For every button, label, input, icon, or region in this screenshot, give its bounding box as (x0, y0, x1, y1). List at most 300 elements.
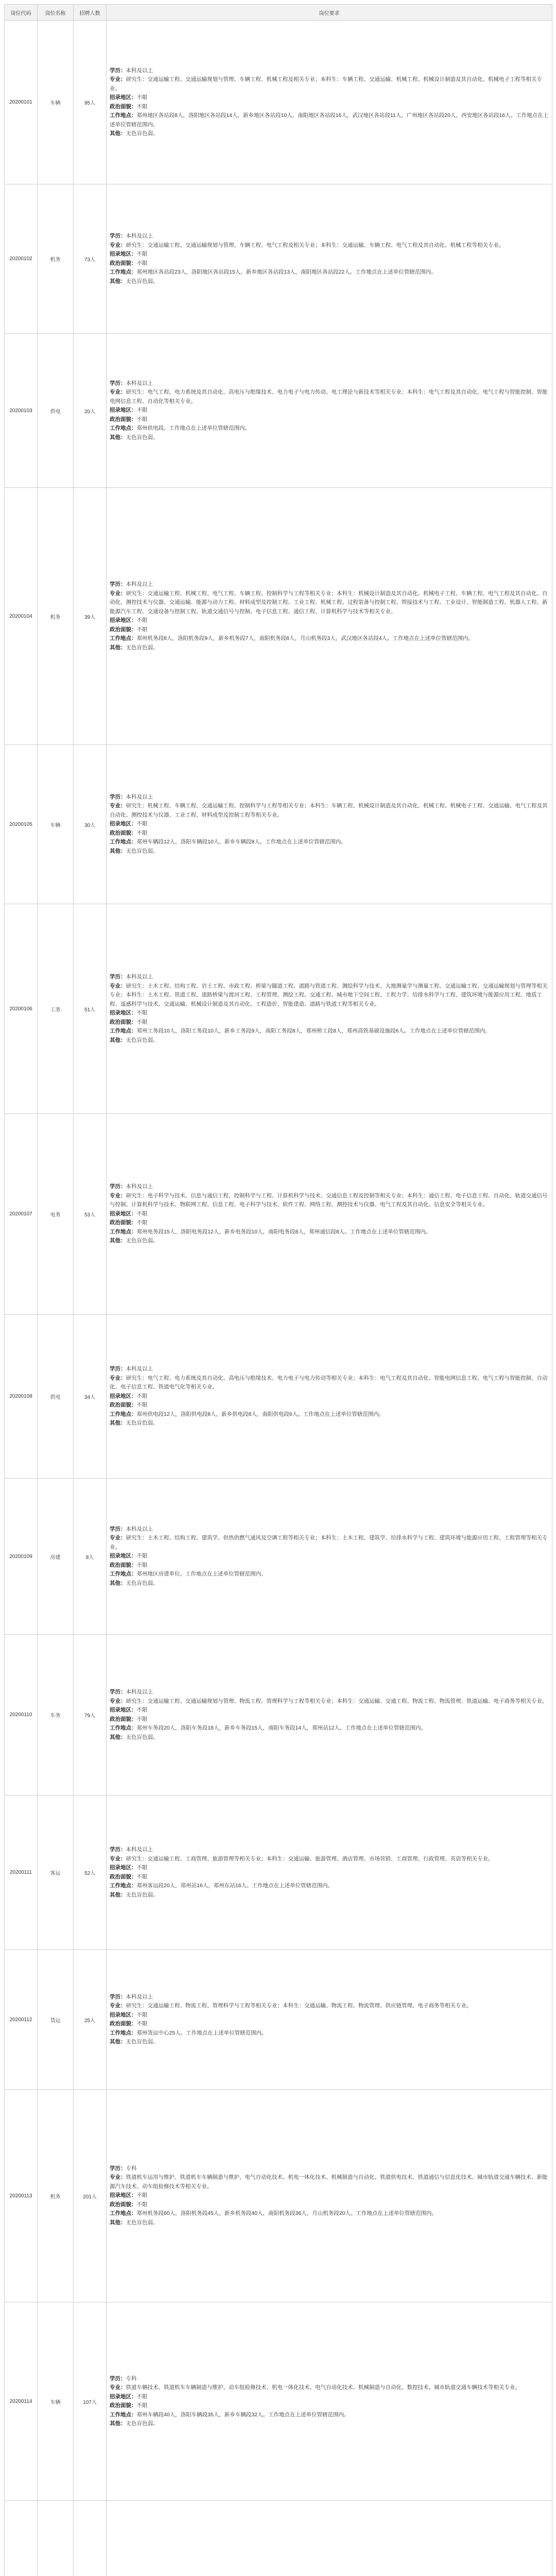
table-row (5, 2302, 552, 2501)
requirement-value: 无色盲色弱。 (126, 1420, 159, 1427)
requirement-label: 政治面貌： (110, 416, 137, 422)
requirement-label: 专业： (110, 1855, 126, 1862)
requirement-label: 政治面貌： (110, 1219, 137, 1226)
requirement-value: 本科及以上 (126, 1993, 153, 2000)
requirement-value: 研究生：电气工程、电力系统及其自动化、高电压与绝缘技术、电力电子与电力传动等相关专业；本科生：电气工程及其自动化、智能电网信息工程、电气工程与智能控制、自动化、电子信息工程、铁道电气化等相关专业。 (110, 1375, 548, 1391)
requirement-line (110, 2383, 549, 2393)
requirement-line (110, 1018, 549, 1027)
requirement-line (110, 634, 549, 643)
requirement-line (110, 2002, 549, 2011)
requirement-label: 招录地区： (110, 821, 137, 827)
requirement-line (110, 829, 549, 838)
table-row (5, 1950, 552, 2090)
requirement-label: 学历： (110, 1366, 126, 1372)
requirement-value: 郑州地区房建单位。工作地点在上述单位管辖范围内。 (136, 1571, 267, 1578)
requirement-line (110, 2200, 549, 2210)
requirement-value: 本科及以上 (126, 974, 153, 980)
requirement-line (110, 259, 549, 268)
requirement-label: 工作地点： (110, 2029, 137, 2036)
requirement-value: 研究生：电气工程、电力系统及其自动化、高电压与绝缘技术、电力电子与电力传动、电工理论与新技术等相关专业；本科生：电气工程及其自动化、电气工程与智能控制、智能电网信息工程、自动化等相关专业。 (110, 389, 548, 404)
requirement-label: 政治面貌： (110, 260, 137, 266)
job-code-cell: 20200106 (5, 904, 38, 1114)
requirement-label: 政治面貌： (110, 1402, 137, 1409)
requirement-label: 专业： (110, 2384, 126, 2391)
requirement-label: 招录地区： (110, 1010, 137, 1016)
requirement-label: 专业： (110, 1375, 126, 1381)
requirement-value: 研究生：交通运输工程、工商管理、旅游管理等相关专业；本科生：交通运输、旅游管理、酒店管理、市场营销、工商管理、行政管理、英语等相关专业。 (126, 1855, 494, 1862)
requirement-value: 不限 (136, 2021, 148, 2027)
requirement-value: 不限 (136, 821, 148, 827)
requirement-label: 工作地点： (110, 2411, 137, 2418)
requirement-line (110, 2218, 549, 2228)
requirement-value: 郑州机务段8人，洛阳机务段9人，新乡机务段7人，南阳机务段8人，月山机务段3人，武汉地区各站段4人。工作地点在上述单位管辖范围内。 (136, 635, 474, 641)
requirement-line (110, 1873, 549, 1882)
requirement-value: 郑州客运段20人，郑州站16人，郑州东站16人。工作地点在上述单位管辖范围内。 (136, 1883, 334, 1889)
requirement-line (110, 424, 549, 433)
requirement-value: 不限 (136, 2011, 148, 2018)
job-code-cell: 20200113 (5, 2090, 38, 2302)
requirement-line (110, 241, 549, 250)
requirement-line (110, 1724, 549, 1733)
requirement-label: 其他： (110, 848, 126, 854)
job-code-cell: 20200105 (5, 745, 38, 904)
job-code-cell: 20200109 (5, 1479, 38, 1635)
requirement-line (110, 1401, 549, 1410)
requirement-line (110, 1697, 549, 1706)
requirement-line (110, 1993, 549, 2002)
requirements-cell (107, 2302, 552, 2501)
requirement-value: 本科及以上 (126, 1366, 153, 1372)
requirement-line (110, 129, 549, 139)
header-code: 岗位代码 (5, 5, 38, 21)
requirement-value: 不限 (136, 1562, 148, 1568)
requirement-label: 专业： (110, 982, 126, 989)
table-header-row (5, 5, 552, 21)
requirement-line (110, 2411, 549, 2420)
requirement-line (110, 1374, 549, 1392)
requirement-line (110, 1891, 549, 1900)
requirement-line (110, 1525, 549, 1534)
requirement-value: 不限 (136, 2393, 148, 2400)
requirement-line (110, 1534, 549, 1552)
job-code-cell: 20200104 (5, 488, 38, 745)
table-row (5, 1479, 552, 1635)
requirement-line (110, 643, 549, 653)
requirement-label: 其他： (110, 278, 126, 284)
requirement-label: 学历： (110, 1846, 126, 1853)
requirement-line (110, 973, 549, 982)
hire-count-cell: 30人 (74, 745, 107, 904)
requirement-line (110, 268, 549, 277)
requirement-line (110, 1236, 549, 1246)
requirement-label: 工作地点： (110, 425, 137, 432)
requirement-line (110, 580, 549, 589)
requirement-label: 学历： (110, 67, 126, 74)
job-name-cell: 车务 (38, 1635, 74, 1795)
requirement-label: 其他： (110, 1420, 126, 1427)
requirement-label: 其他： (110, 1891, 126, 1898)
requirement-value: 本科及以上 (126, 793, 153, 800)
requirement-label: 专业： (110, 1535, 126, 1541)
requirement-label: 招录地区： (110, 2393, 137, 2400)
requirement-value: 不限 (136, 1210, 148, 1217)
hire-count-cell: 20人 (74, 334, 107, 488)
requirement-label: 其他： (110, 1238, 126, 1244)
table-row (5, 1795, 552, 1950)
job-name-cell: 车辆 (38, 21, 74, 184)
requirement-line (110, 1715, 549, 1724)
requirement-value: 不限 (136, 1716, 148, 1722)
job-code-cell: 20200103 (5, 334, 38, 488)
requirement-label: 招录地区： (110, 1553, 137, 1560)
requirement-label: 专业： (110, 1698, 126, 1704)
requirement-label: 其他： (110, 644, 126, 651)
requirement-line (110, 2419, 549, 2429)
requirement-line (110, 1688, 549, 1697)
requirement-value: 无色盲色弱。 (126, 130, 159, 137)
requirement-label: 其他： (110, 130, 126, 137)
requirements-cell (107, 184, 552, 334)
requirement-line (110, 625, 549, 635)
job-code-cell: 20200114 (5, 2302, 38, 2501)
requirement-line (110, 1365, 549, 1374)
hire-count-cell: 52人 (74, 1795, 107, 1950)
requirement-line (110, 1706, 549, 1715)
requirement-label: 工作地点： (110, 635, 137, 641)
requirement-label: 专业： (110, 76, 126, 82)
requirement-label: 其他： (110, 1580, 126, 1586)
requirement-value: 专科 (126, 2375, 137, 2382)
requirement-label: 招录地区： (110, 617, 137, 623)
requirement-label: 政治面貌： (110, 103, 137, 110)
requirement-line (110, 232, 549, 241)
table-row (5, 184, 552, 334)
requirement-label: 专业： (110, 2003, 126, 2009)
requirements-cell (107, 745, 552, 904)
hire-count-cell (74, 2501, 107, 2576)
table-row (5, 745, 552, 904)
requirement-label: 工作地点： (110, 839, 137, 845)
requirement-line (110, 2191, 549, 2200)
requirement-line (110, 802, 549, 820)
requirement-value: 无色盲色弱。 (126, 2219, 159, 2226)
requirement-label: 工作地点： (110, 269, 137, 275)
table-body (5, 21, 552, 2576)
hire-count-cell: 51人 (74, 904, 107, 1114)
requirement-value: 不限 (136, 1402, 148, 1409)
requirement-label: 学历： (110, 1993, 126, 2000)
requirement-line (110, 1733, 549, 1742)
requirement-label: 工作地点： (110, 2210, 137, 2217)
job-code-cell: 20200102 (5, 184, 38, 334)
job-name-cell: 供电 (38, 1315, 74, 1479)
requirement-label: 工作地点： (110, 1028, 137, 1034)
hire-count-cell: 8人 (74, 1479, 107, 1635)
requirement-line (110, 1392, 549, 1401)
table-row (5, 334, 552, 488)
requirement-label: 工作地点： (110, 1725, 137, 1731)
requirement-label: 政治面貌： (110, 2201, 137, 2208)
requirement-value: 本科及以上 (126, 380, 153, 386)
requirements-cell (107, 488, 552, 745)
requirement-line (110, 415, 549, 425)
requirement-line (110, 388, 549, 406)
hire-count-cell: 39人 (74, 488, 107, 745)
requirement-value: 研究生：土木工程、结构工程、建筑学、供热供燃气通风及空调工程等相关专业；本科生：土木工程、建筑学、给排水科学与工程、建筑环境与能源应用工程、工程管理等相关专业。 (110, 1535, 548, 1550)
requirement-value: 无色盲色弱。 (126, 2039, 159, 2045)
job-name-cell: 工务 (38, 904, 74, 1114)
requirement-label: 专业： (110, 1192, 126, 1199)
requirement-value: 无色盲色弱。 (126, 1580, 159, 1586)
requirement-value: 不限 (136, 2192, 148, 2199)
requirement-line (110, 250, 549, 259)
job-name-cell: 机务 (38, 2090, 74, 2302)
requirement-label: 招录地区： (110, 2192, 137, 2199)
table-row (5, 904, 552, 1114)
requirement-value: 不限 (136, 103, 148, 110)
requirement-line (110, 1027, 549, 1036)
requirement-value: 不限 (136, 1219, 148, 1226)
requirements-cell (107, 1315, 552, 1479)
requirement-value: 不限 (136, 1010, 148, 1016)
requirement-value: 无色盲色弱。 (126, 2420, 159, 2427)
requirement-label: 学历： (110, 1526, 126, 1532)
job-code-cell: 20200110 (5, 1635, 38, 1795)
requirement-line (110, 1855, 549, 1864)
requirement-value: 本科及以上 (126, 1183, 153, 1190)
requirements-cell (107, 1479, 552, 1635)
table-row (5, 488, 552, 745)
requirement-label: 政治面貌： (110, 829, 137, 836)
job-name-cell: 供电 (38, 334, 74, 488)
hire-count-cell: 73人 (74, 184, 107, 334)
requirement-value: 不限 (136, 1707, 148, 1713)
requirement-label: 政治面貌： (110, 2021, 137, 2027)
requirement-value: 郑州货运中心25人。工作地点在上述单位管辖范围内。 (136, 2029, 267, 2036)
requirement-line (110, 2011, 549, 2020)
requirement-line (110, 1561, 549, 1570)
requirement-label: 专业： (110, 2174, 126, 2181)
requirement-label: 专业： (110, 242, 126, 248)
requirement-line (110, 589, 549, 617)
requirement-value: 不限 (136, 617, 148, 623)
requirement-value: 无色盲色弱。 (126, 1891, 159, 1898)
requirement-line (110, 66, 549, 76)
hire-count-cell: 79人 (74, 1635, 107, 1795)
requirement-value: 研究生：土木工程、结构工程、岩土工程、市政工程、桥梁与隧道工程、道路与铁道工程、测绘科学与技术、大地测量学与测量工程、交通运输工程、交通运输规划与管理等相关专业；本科生：土木工程、铁道工程、道路桥梁与渡河工程、工程管理、测绘工程、交通工程、城市地下空间工程、工程力学、给排水科学与工程、建筑环境与能源应用工程、地质工程、遥感科学与技术、交通运输、机械设计制造及其自动化、工程造价、智能建造、道路与铁道工程等相关专业。 (110, 982, 548, 1007)
requirement-label: 工作地点： (110, 1571, 137, 1578)
job-name-cell: 车辆 (38, 2302, 74, 2501)
requirement-value: 不限 (136, 2201, 148, 2208)
requirement-value: 郑州车辆段12人，洛阳车辆段10人，新乡车辆段8人。工作地点在上述单位管辖范围内。 (136, 839, 346, 845)
requirement-line (110, 982, 549, 1009)
requirement-label: 政治面貌： (110, 2402, 137, 2409)
requirements-cell (107, 1114, 552, 1315)
requirement-label: 其他： (110, 2420, 126, 2427)
requirement-value: 研究生：交通运输工程、物流工程、管理科学与工程等相关专业；本科生：交通运输、物流工程、物流管理、供应链管理、电子商务等相关专业。 (126, 2003, 472, 2009)
requirement-value: 研究生：交通运输工程、交通运输规划与管理、车辆工程、电气工程及相关专业；本科生：交通运输、车辆工程、电气工程及其自动化、机械工程等相关专业。 (126, 242, 505, 248)
job-code-cell: 20200101 (5, 21, 38, 184)
requirement-line (110, 820, 549, 829)
requirement-label: 工作地点： (110, 1411, 137, 1417)
requirement-label: 招录地区： (110, 1210, 137, 1217)
requirement-label: 招录地区： (110, 1707, 137, 1713)
job-name-cell: 货运 (38, 1950, 74, 2090)
table-row (5, 1635, 552, 1795)
header-requirements: 岗位要求 (107, 5, 552, 21)
requirement-label: 学历： (110, 2375, 126, 2382)
requirement-line (110, 111, 549, 129)
requirement-line (110, 2173, 549, 2191)
requirement-value: 不限 (136, 1393, 148, 1399)
requirement-line (110, 1192, 549, 1210)
requirement-value: 研究生：电子科学与技术、信息与通信工程、控制科学与工程、计算机科学与技术、交通信息工程及控制等相关专业；本科生：通信工程、电子信息工程、自动化、轨道交通信号与控制、计算机科学与技术、物联网工程、信息工程、电子科学与技术、软件工程、网络工程、测控技术与仪器、电气工程及其自动化、信息安全等相关专业。 (110, 1192, 548, 1208)
requirement-label: 政治面貌： (110, 1562, 137, 1568)
requirement-value: 本科及以上 (126, 581, 153, 587)
requirement-value: 不限 (136, 1873, 148, 1880)
requirement-value: 无色盲色弱。 (126, 1734, 159, 1740)
requirement-value: 本科及以上 (126, 67, 153, 74)
job-name-cell: 客运 (38, 1795, 74, 1950)
job-code-cell: 20200112 (5, 1950, 38, 2090)
job-code-cell: 20200108 (5, 1315, 38, 1479)
requirement-value: 铁道车辆技术、铁道机车车辆制造与维护、动车组检修技术、机电一体化技术、电气自动化技术、机械制造与自动化、数控技术、城市轨道交通车辆技术等相关专业。 (126, 2384, 520, 2391)
requirement-line (110, 75, 549, 93)
requirement-line (110, 616, 549, 625)
requirement-value: 郑州供电段12人，洛阳供电段8人，新乡供电段8人，南阳供电段6人。工作地点在上述单位管辖范围内。 (136, 1411, 385, 1417)
requirement-value: 不限 (136, 1553, 148, 1560)
requirement-value: 铁道机车运用与维护、铁道机车车辆制造与维护、电气自动化技术、机电一体化技术、机械制造与自动化、铁道供电技术、铁道通信与信息化技术、城市轨道交通车辆技术、新能源汽车技术、动车组检修技术等相关专业。 (110, 2174, 548, 2190)
requirement-label: 学历： (110, 974, 126, 980)
requirement-label: 学历： (110, 380, 126, 386)
requirement-line (110, 1009, 549, 1018)
job-code-cell: 20200107 (5, 1114, 38, 1315)
hire-count-cell: 201人 (74, 2090, 107, 2302)
requirement-line (110, 1579, 549, 1588)
requirement-line (110, 2029, 549, 2038)
hire-count-cell: 34人 (74, 1315, 107, 1479)
requirement-value: 不限 (136, 1865, 148, 1871)
requirement-value: 研究生：交通运输工程、交通运输规划与管理、车辆工程、机械工程及相关专业；本科生：车辆工程、交通运输、机械工程、机械设计制造及其自动化、机械电子工程等相关专业。 (110, 76, 542, 92)
requirement-label: 专业： (110, 590, 126, 597)
requirement-value: 研究生：交通运输工程、交通运输规划与管理、物流工程、管理科学与工程等相关专业；本科生：交通运输、交通工程、物流工程、物流管理、铁道运输、电子商务等相关专业。 (126, 1698, 548, 1704)
requirement-value: 无色盲色弱。 (126, 848, 159, 854)
header-name: 岗位名称 (38, 5, 74, 21)
requirement-value: 不限 (136, 251, 148, 257)
requirement-label: 政治面貌： (110, 1019, 137, 1025)
requirement-value: 无色盲色弱。 (126, 278, 159, 284)
requirement-line (110, 1218, 549, 1228)
requirement-line (110, 1182, 549, 1192)
requirement-label: 招录地区： (110, 1865, 137, 1871)
requirement-value: 本科及以上 (126, 1846, 153, 1853)
requirement-label: 工作地点： (110, 112, 137, 118)
requirement-label: 专业： (110, 803, 126, 809)
requirement-line (110, 379, 549, 388)
table-row (5, 1114, 552, 1315)
requirement-label: 学历： (110, 2165, 126, 2172)
requirements-cell (107, 1950, 552, 2090)
recruitment-table-container (4, 4, 552, 2576)
recruitment-table (4, 4, 552, 2576)
hire-count-cell: 25人 (74, 1950, 107, 2090)
requirement-value: 郑州机务段60人，洛阳机务段45人，新乡机务段40人，南阳机务段36人，月山机务段20人。工作地点在上述单位管辖范围内。 (136, 2210, 437, 2217)
hire-count-cell: 95人 (74, 21, 107, 184)
requirement-value: 不限 (136, 829, 148, 836)
requirement-value: 郑州电务段15人，洛阳电务段12人，新乡电务段10人，南阳电务段8人，郑州通信段8人。工作地点在上述单位管辖范围内。 (136, 1228, 431, 1235)
requirement-label: 其他： (110, 434, 126, 440)
job-name-cell: 房建 (38, 1479, 74, 1635)
requirement-value: 郑州供电段。工作地点在上述单位管辖范围内。 (136, 425, 250, 432)
requirement-label: 专业： (110, 389, 126, 396)
requirement-line (110, 847, 549, 856)
requirement-value: 专科 (126, 2165, 137, 2172)
requirement-label: 学历： (110, 1689, 126, 1695)
requirement-label: 工作地点： (110, 1228, 137, 1235)
requirement-value: 郑州地区各站段8人，洛阳地区各站段14人，新乡地区各站段10人，南阳地区各站段16人，武汉地区各站段11人，广州地区各站段20人，西安地区各站段16人。工作地点在上述单位管辖范围内。 (110, 112, 549, 128)
requirement-value: 不限 (136, 407, 148, 414)
requirement-value: 无色盲色弱。 (126, 1037, 159, 1043)
job-name-cell: 电务 (38, 1114, 74, 1315)
hire-count-cell: 107人 (74, 2302, 107, 2501)
requirements-cell (107, 21, 552, 184)
requirement-line (110, 2209, 549, 2218)
requirement-label: 招录地区： (110, 407, 137, 414)
requirement-label: 招录地区： (110, 2011, 137, 2018)
requirements-cell (107, 2501, 552, 2576)
requirement-value: 不限 (136, 1019, 148, 1025)
requirement-label: 工作地点： (110, 1883, 137, 1889)
requirement-value: 研究生：机械工程、车辆工程、交通运输工程、控制科学与工程等相关专业；本科生：车辆工程、机械设计制造及其自动化、机械工程、机械电子工程、交通运输、电气工程及其自动化、测控技术与仪器、工业工程、材料成型及控制工程等相关专业。 (110, 803, 548, 818)
requirements-cell (107, 2090, 552, 2302)
requirement-line (110, 93, 549, 103)
requirement-line (110, 277, 549, 286)
requirement-value: 郑州车务段20人，洛阳车务段18人，新乡车务段15人，南阳车务段14人，郑州站12人。工作地点在上述单位管辖范围内。 (136, 1725, 426, 1731)
table-row (5, 21, 552, 184)
requirement-line (110, 2375, 549, 2384)
job-code-cell: 20200111 (5, 1795, 38, 1950)
requirement-value: 不限 (136, 626, 148, 633)
requirement-value: 郑州工务段10人，洛阳工务段10人，新乡工务段9人，南阳工务段8人，郑州桥工段8人，郑州高铁基础设施段6人。工作地点在上述单位管辖范围内。 (136, 1028, 491, 1034)
requirement-label: 政治面貌： (110, 626, 137, 633)
requirement-label: 其他： (110, 1734, 126, 1740)
requirement-label: 其他： (110, 2039, 126, 2045)
table-row (5, 2501, 552, 2576)
requirement-line (110, 2020, 549, 2029)
requirement-line (110, 1210, 549, 1219)
requirement-value: 不限 (136, 94, 148, 100)
requirement-label: 政治面貌： (110, 1716, 137, 1722)
requirement-label: 学历： (110, 581, 126, 587)
requirement-value: 不限 (136, 260, 148, 266)
job-name-cell: 机务 (38, 488, 74, 745)
job-code-cell (5, 2501, 38, 2576)
header-count: 招聘人数 (74, 5, 107, 21)
job-name-cell (38, 2501, 74, 2576)
requirement-line (110, 1882, 549, 1891)
requirement-line (110, 2164, 549, 2174)
requirement-line (110, 2393, 549, 2402)
requirement-value: 本科及以上 (126, 233, 153, 239)
requirement-line (110, 1228, 549, 1237)
requirement-value: 无色盲色弱。 (126, 644, 159, 651)
requirement-line (110, 838, 549, 847)
job-name-cell: 机务 (38, 184, 74, 334)
requirement-line (110, 406, 549, 415)
requirement-line (110, 103, 549, 112)
requirement-label: 招录地区： (110, 94, 137, 100)
requirement-value: 无色盲色弱。 (126, 434, 159, 440)
